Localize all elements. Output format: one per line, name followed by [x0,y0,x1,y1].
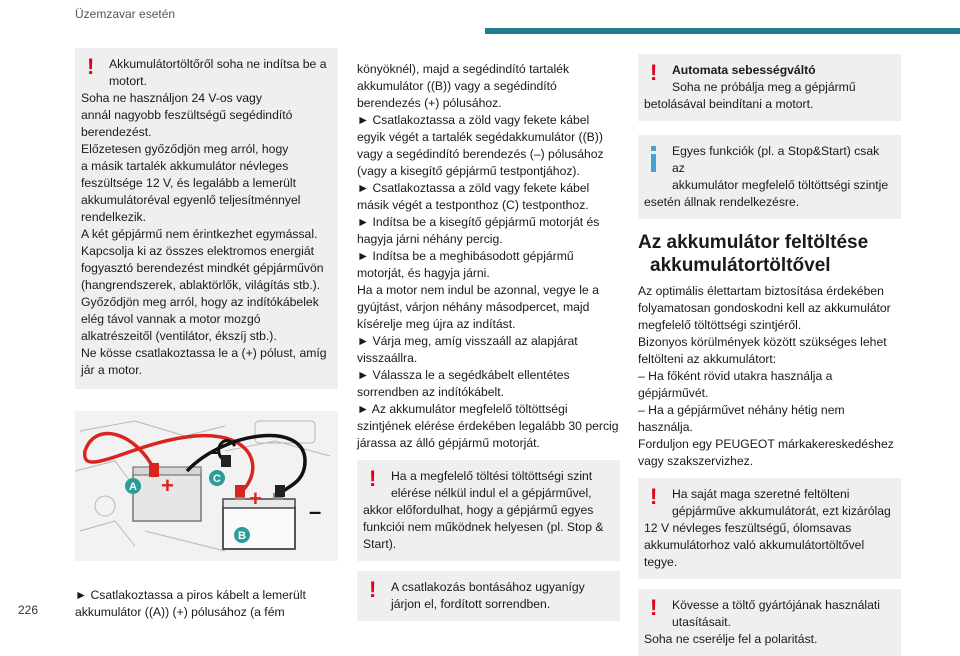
text-line: berendezést. [81,125,152,139]
text-line: Akkumulátortöltőről soha ne indítsa be a [109,57,327,71]
text-line: Ha a motor nem indul be azonnal, vegye le a [357,283,599,297]
text-line: ► Indítsa be a meghibásodott gépjármű [357,249,574,263]
text-line: Előzetesen győződjön meg arról, hogy [81,142,289,156]
black-clamp [275,485,285,497]
text-line: Forduljon egy PEUGEOT márkakereskedéshez [638,437,894,451]
text-line: ► Indítsa be a kisegítő gépjármű motorját és [357,215,600,229]
text-line: alkatrészeitől (ventilátor, ékszíj stb.). [81,329,277,343]
text-line: vagy szakszervizhez. [638,454,754,468]
heading-line: akkumulátortöltővel [650,255,831,276]
text-line: Kövesse a töltő gyártójának használati [672,598,880,612]
text-line: folyamatosan gondoskodni kell az akkumulátor [638,301,891,315]
text-line: akkumulátoréval egyenlő teljesítménnyel [81,193,301,207]
label-b [234,527,250,543]
text-line: berendezés (+) pólusához. [357,96,502,110]
text-line: szintjének elérése érdekében legalább 30 percig [357,419,619,433]
column-middle [357,61,620,621]
plus-sign: + [161,473,174,498]
text-line: elég távol vannak a motor mozgó [81,312,261,326]
black-clamp [221,455,231,467]
text-line: Ha a megfelelő töltési töltöttségi szint [391,469,593,483]
step-paragraph [75,587,338,621]
column-left [75,48,338,621]
text-line: ► Csatlakoztassa a zöld vagy fekete kábel [357,181,590,195]
warning-exclamation-icon: ! [650,60,658,85]
text-line: – Ha főként rövid utakra használja a [638,369,833,383]
text-line: gépjárművét. [638,386,709,400]
text-line: akkumulátor ((B)) vagy a segédindító [357,79,557,93]
svg-text:C: C [213,473,221,485]
text-line: akkumulátor ((A)) (+) pólusához (a fém [75,605,285,619]
text-line: ► Az akkumulátor megfelelő töltöttségi [357,402,568,416]
warning-box-charger-type [638,478,901,579]
charging-body-text [638,283,901,470]
text-line: Győződjön meg arról, hogy az indítókábelek [81,295,319,309]
text-line: ► Csatlakoztassa a piros kábelt a lemerült [75,588,306,602]
text-line: Bizonyos körülmények között szükséges lehet [638,335,887,349]
section-heading [638,231,901,277]
engine-bay-drawing [75,411,338,561]
text-line: betolásával beindítani a motort. [644,97,814,111]
text-line: másik végét a testponthoz (C) testponthoz. [357,198,589,212]
text-line: vagy a segédindító berendezés (–) pólusához [357,147,604,161]
text-line: visszaállra. [357,351,418,365]
text-line: ► Csatlakoztassa a zöld vagy fekete kábel [357,113,590,127]
svg-text:B: B [238,530,246,542]
text-line: feszültsége 12 V, és legalább a lemerült [81,176,296,190]
text-line: járassa az álló gépjármű motorját. [357,436,540,450]
text-line: Soha ne cserélje fel a polaritást. [644,632,818,646]
label-a [125,478,141,494]
text-line: ► Várja meg, amíg visszaáll az alapjárat [357,334,578,348]
text-line: ► Válassza le a segédkábelt ellentétes [357,368,570,382]
info-box-stop-start [638,135,901,219]
text-line: motort. [109,74,147,88]
text-line: A csatlakozás bontásához ugyanígy [391,580,585,594]
text-line: gyújtást, várjon néhány másodpercet, majd [357,300,590,314]
text-line: Kapcsolja ki az összes elektromos energiát [81,244,315,258]
jump-start-illustration [75,411,338,561]
red-clamp [235,485,245,497]
text-line: kísérelje meg újra az indítást. [357,317,516,331]
text-line: Soha ne próbálja meg a gépjármű [672,80,856,94]
text-line: jár a motor. [81,363,142,377]
warning-box-charge-level [357,460,620,561]
text-line: utasításait. [672,615,731,629]
warning-exclamation-icon: ! [650,484,658,509]
text-line: akkumulátor megfelelő töltöttségi szintje [672,178,889,192]
warning-exclamation-icon: ! [650,595,658,620]
text-line: használja. [638,420,693,434]
text-line: járjon el, fordított sorrendben. [391,597,551,611]
label-c [209,470,225,486]
text-line: Ne kösse csatlakoztassa le a (+) pólust, amíg [81,346,327,360]
warning-box-jumpstart [75,48,338,389]
text-line: hagyja járni néhány percig. [357,232,503,246]
text-line: tegye. [644,555,678,569]
text-line: akkor előfordulhat, hogy a gépjármű egyes [363,503,594,517]
heading-line: Az akkumulátor feltöltése [638,232,869,253]
warning-box-polarity [638,589,901,656]
text-line: 12 V névleges feszültségű, ólomsavas [644,521,852,535]
minus-sign: – [309,499,322,524]
text-line: feltölteni az akkumulátort: [638,352,777,366]
header-accent-bar [485,28,960,34]
text-line: Soha ne használjon 24 V-os vagy [81,91,262,105]
warning-box-automatic-gearbox [638,54,901,121]
column-right [638,54,901,656]
warning-exclamation-icon: ! [87,54,95,79]
text-line: megfelelő töltöttségi szintjéről. [638,318,802,332]
text-line: elérése nélkül indul el a gépjárművel, [391,486,592,500]
text-line: Start). [363,537,397,551]
text-line: a másik tartalék akkumulátor névleges [81,159,289,173]
text-line: motorját, és hagyja járni. [357,266,490,280]
text-line: annál nagyobb feszültségű segédindító [81,108,293,122]
section-title: Üzemzavar esetén [75,7,176,21]
text-line: Az optimális élettartam biztosítása érdekében [638,284,884,298]
text-line: könyöknél), majd a segédindító tartalék [357,62,570,76]
text-line: – Ha a gépjárművet néhány hétig nem [638,403,845,417]
page-number: 226 [18,603,39,617]
warning-exclamation-icon: ! [369,466,377,491]
info-icon [651,146,656,172]
instructions-text [357,61,620,452]
plus-sign: + [249,486,262,511]
text-line: funkciói nem működnek helyesen (pl. Stop & [363,520,604,534]
text-line: (vagy a kisegítő gépjármű testpontjához). [357,164,580,178]
box-title: Automata sebességváltó [672,63,816,77]
text-line: sorrendben az indítókábelt. [357,385,505,399]
text-line: egyik végét a tartalék segédakkumulátor ((B)) [357,130,603,144]
text-line: (hangrendszerek, ablaktörlők, világítás stb.). [81,278,321,292]
text-line: fogyasztó berendezést mindkét gépjárművön [81,261,324,275]
text-line: rendelkezik. [81,210,147,224]
text-line: A két gépjármű nem érintkezhet egymással. [81,227,318,241]
minus-sign: – [208,439,221,464]
text-line: gépjárműve akkumulátorát, ezt kizárólag [672,504,891,518]
text-line: esetén állnak rendelkezésre. [644,195,800,209]
text-line: akkumulátorhoz való akkumulátortöltővel [644,538,865,552]
warning-exclamation-icon: ! [369,577,377,602]
red-clamp [149,463,159,477]
text-line: Egyes funkciók (pl. a Stop&Start) csak az [672,144,880,175]
svg-text:A: A [129,481,137,493]
warning-box-disconnect [357,571,620,621]
text-line: Ha saját maga szeretné feltölteni [672,487,850,501]
